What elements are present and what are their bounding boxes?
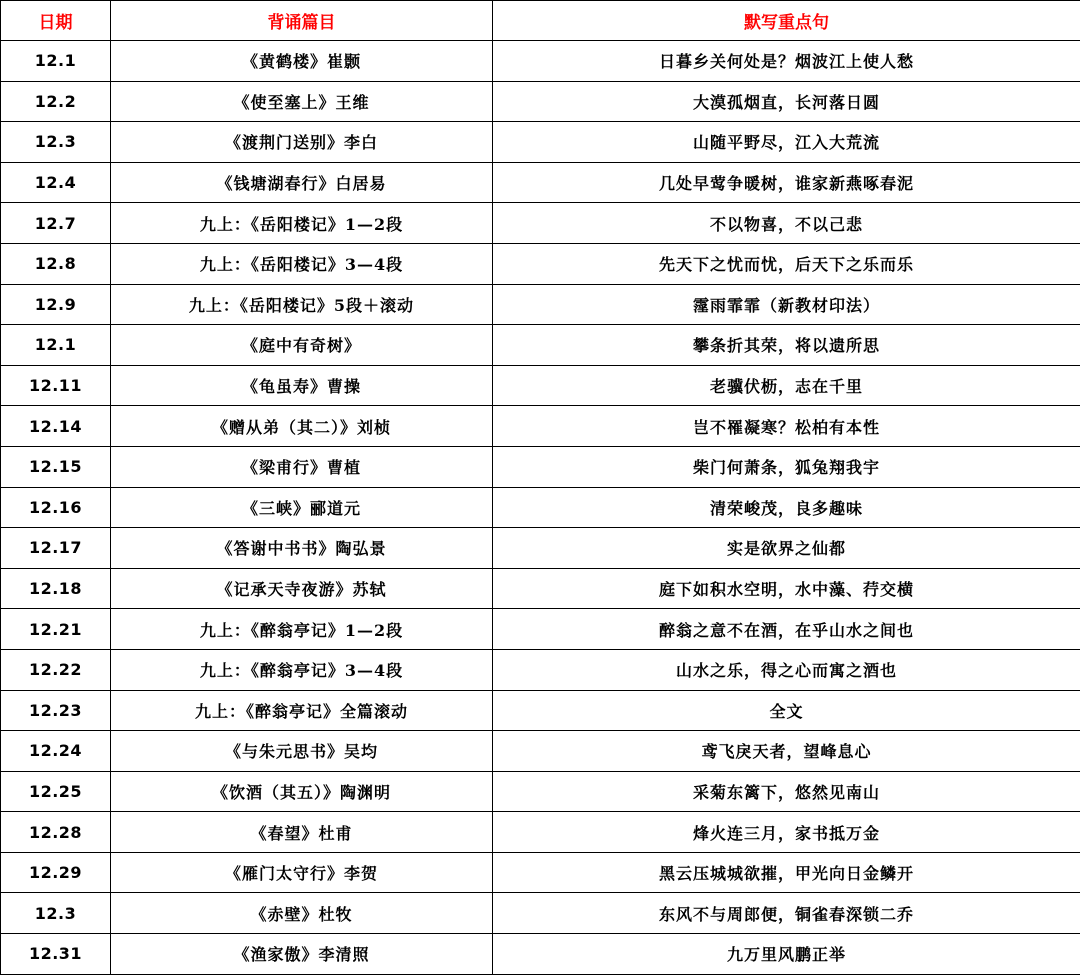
table-row <box>1 203 1080 244</box>
table-row <box>1 690 1080 731</box>
table-row <box>1 771 1080 812</box>
date-cell: 12.1 <box>1 325 111 366</box>
table-row <box>1 122 1080 163</box>
table-row <box>1 568 1080 609</box>
title-cell: 九上：《醉翁亭记》1—2段 <box>111 609 493 650</box>
table-row <box>1 649 1080 690</box>
table-row <box>1 325 1080 366</box>
date-cell: 12.22 <box>1 649 111 690</box>
date-cell: 12.3 <box>1 122 111 163</box>
line-cell: 岂不罹凝寒？松柏有本性 <box>493 406 1080 447</box>
title-cell: 九上：《岳阳楼记》3—4段 <box>111 243 493 284</box>
table-row <box>1 446 1080 487</box>
date-cell: 12.31 <box>1 934 111 975</box>
table-row <box>1 852 1080 893</box>
table-body <box>1 41 1080 975</box>
line-cell: 先天下之忧而忧，后天下之乐而乐 <box>493 243 1080 284</box>
line-cell: 大漠孤烟直，长河落日圆 <box>493 81 1080 122</box>
title-cell: 《使至塞上》王维 <box>111 81 493 122</box>
title-cell: 《赠从弟（其二）》刘桢 <box>111 406 493 447</box>
title-cell: 九上：《醉翁亭记》3—4段 <box>111 649 493 690</box>
title-cell: 《赤壁》杜牧 <box>111 893 493 934</box>
title-cell: 《梁甫行》曹植 <box>111 446 493 487</box>
title-cell: 九上：《岳阳楼记》5段＋滚动 <box>111 284 493 325</box>
date-cell: 12.8 <box>1 243 111 284</box>
line-cell: 醉翁之意不在酒，在乎山水之间也 <box>493 609 1080 650</box>
table-row <box>1 731 1080 772</box>
date-cell: 12.7 <box>1 203 111 244</box>
line-cell: 老骥伏枥，志在千里 <box>493 365 1080 406</box>
date-cell: 12.21 <box>1 609 111 650</box>
line-cell: 霪雨霏霏（新教材印法） <box>493 284 1080 325</box>
title-cell: 《渔家傲》李清照 <box>111 934 493 975</box>
table-row <box>1 934 1080 975</box>
title-cell: 《钱塘湖春行》白居易 <box>111 162 493 203</box>
line-cell: 东风不与周郎便，铜雀春深锁二乔 <box>493 893 1080 934</box>
table-row <box>1 487 1080 528</box>
date-cell: 12.14 <box>1 406 111 447</box>
line-cell: 九万里风鹏正举 <box>493 934 1080 975</box>
line-cell: 清荣峻茂，良多趣味 <box>493 487 1080 528</box>
line-cell: 烽火连三月，家书抵万金 <box>493 812 1080 853</box>
date-cell: 12.24 <box>1 731 111 772</box>
table-row <box>1 528 1080 569</box>
title-cell: 《答谢中书书》陶弘景 <box>111 528 493 569</box>
date-cell: 12.9 <box>1 284 111 325</box>
table-row <box>1 162 1080 203</box>
date-cell: 12.17 <box>1 528 111 569</box>
title-cell: 《庭中有奇树》 <box>111 325 493 366</box>
line-cell: 柴门何萧条，狐兔翔我宇 <box>493 446 1080 487</box>
title-cell: 《与朱元思书》吴均 <box>111 731 493 772</box>
date-cell: 12.18 <box>1 568 111 609</box>
line-cell: 山随平野尽，江入大荒流 <box>493 122 1080 163</box>
title-cell: 《记承天寺夜游》苏轼 <box>111 568 493 609</box>
date-cell: 12.4 <box>1 162 111 203</box>
title-cell: 《渡荆门送别》李白 <box>111 122 493 163</box>
date-cell: 12.29 <box>1 852 111 893</box>
line-cell: 日暮乡关何处是？烟波江上使人愁 <box>493 41 1080 82</box>
date-cell: 12.3 <box>1 893 111 934</box>
table-row <box>1 284 1080 325</box>
line-cell: 攀条折其荣，将以遗所思 <box>493 325 1080 366</box>
date-cell: 12.16 <box>1 487 111 528</box>
line-cell: 不以物喜，不以己悲 <box>493 203 1080 244</box>
title-cell: 《饮酒（其五）》陶渊明 <box>111 771 493 812</box>
table-row <box>1 812 1080 853</box>
date-cell: 12.23 <box>1 690 111 731</box>
title-cell: 《雁门太守行》李贺 <box>111 852 493 893</box>
line-cell: 鸢飞戾天者，望峰息心 <box>493 731 1080 772</box>
date-cell: 12.2 <box>1 81 111 122</box>
line-cell: 黑云压城城欲摧，甲光向日金鳞开 <box>493 852 1080 893</box>
title-cell: 《龟虽寿》曹操 <box>111 365 493 406</box>
date-cell: 12.15 <box>1 446 111 487</box>
table-header <box>1 1 1080 41</box>
date-cell: 12.25 <box>1 771 111 812</box>
table-row <box>1 609 1080 650</box>
title-cell: 《三峡》郦道元 <box>111 487 493 528</box>
header-date: 日期 <box>1 1 111 41</box>
line-cell: 采菊东篱下，悠然见南山 <box>493 771 1080 812</box>
header-row <box>1 1 1080 41</box>
title-cell: 九上：《醉翁亭记》全篇滚动 <box>111 690 493 731</box>
table-row <box>1 81 1080 122</box>
line-cell: 山水之乐，得之心而寓之酒也 <box>493 649 1080 690</box>
header-line: 默写重点句 <box>493 1 1080 41</box>
date-cell: 12.11 <box>1 365 111 406</box>
header-title: 背诵篇目 <box>111 1 493 41</box>
table-row <box>1 406 1080 447</box>
table-row <box>1 41 1080 82</box>
table-row <box>1 893 1080 934</box>
title-cell: 《黄鹤楼》崔颢 <box>111 41 493 82</box>
table-row <box>1 365 1080 406</box>
line-cell: 几处早莺争暖树，谁家新燕啄春泥 <box>493 162 1080 203</box>
date-cell: 12.28 <box>1 812 111 853</box>
date-cell: 12.1 <box>1 41 111 82</box>
line-cell: 全文 <box>493 690 1080 731</box>
title-cell: 《春望》杜甫 <box>111 812 493 853</box>
table-row <box>1 243 1080 284</box>
line-cell: 实是欲界之仙都 <box>493 528 1080 569</box>
line-cell: 庭下如积水空明，水中藻、荇交横 <box>493 568 1080 609</box>
title-cell: 九上：《岳阳楼记》1—2段 <box>111 203 493 244</box>
